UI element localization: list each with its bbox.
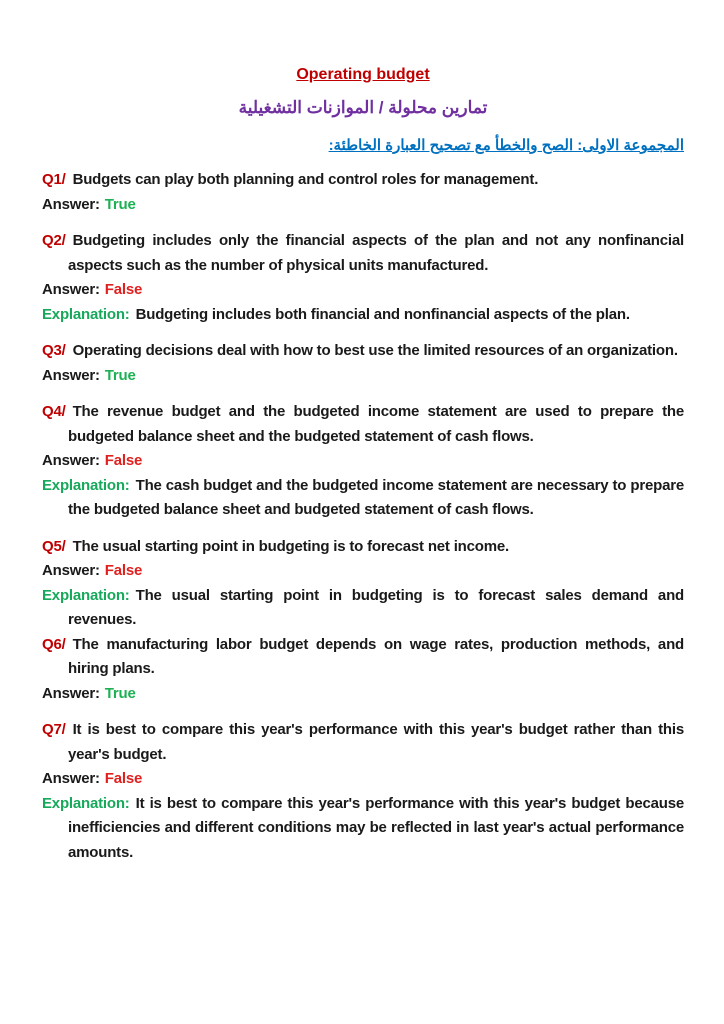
question-number: Q1/ xyxy=(42,171,66,188)
question-block-q4 xyxy=(42,400,684,523)
answer-value: True xyxy=(104,366,136,384)
answer-line xyxy=(42,278,684,303)
answer-value: True xyxy=(104,195,136,213)
explanation-text: The cash budget and the budgeted income statement are necessary to prepare the budgeted balance sheet and budgeted statement of cash flows. xyxy=(68,476,684,518)
explanation-text: It is best to compare this year's performance with this year's budget because inefficiencies and different conditions may be reflected in last year's actual performance amounts. xyxy=(68,794,684,861)
question-body: Operating decisions deal with how to best use the limited resources of an organization. xyxy=(72,342,678,359)
answer-label: Answer: xyxy=(42,770,100,787)
answer-line xyxy=(42,559,684,584)
explanation-line xyxy=(42,584,684,633)
arabic-section-heading: المجموعة الاولى: الصح والخطأ مع تصحيح العبارة الخاطئة: xyxy=(328,137,684,154)
answer-line xyxy=(42,682,684,707)
answer-value: True xyxy=(104,684,136,702)
answer-label: Answer: xyxy=(42,281,100,298)
question-body: The usual starting point in budgeting is to forecast net income. xyxy=(72,537,509,555)
question-text xyxy=(42,400,684,449)
answer-line xyxy=(42,364,684,389)
question-number: Q2/ xyxy=(42,232,66,249)
answer-value: False xyxy=(104,452,143,469)
answer-line xyxy=(42,767,684,792)
question-block-q2 xyxy=(42,229,684,327)
answer-label: Answer: xyxy=(42,452,100,469)
answer-line xyxy=(42,449,684,474)
explanation-line xyxy=(42,792,684,866)
explanation-label: Explanation: xyxy=(42,476,130,494)
explanation-text: Budgeting includes both financial and nonfinancial aspects of the plan. xyxy=(135,305,630,323)
explanation-text: The usual starting point in budgeting is to forecast sales demand and revenues. xyxy=(68,586,684,628)
question-text xyxy=(42,168,684,193)
explanation-label: Explanation: xyxy=(42,305,130,323)
page-title: Operating budget xyxy=(296,66,430,83)
question-block-q3 xyxy=(42,339,684,388)
answer-label: Answer: xyxy=(42,366,100,384)
arabic-subtitle: تمارين محلولة / الموازنات التشغيلية xyxy=(238,98,488,117)
explanation-line xyxy=(42,303,684,328)
explanation-line xyxy=(42,474,684,523)
question-number: Q5/ xyxy=(42,537,66,555)
question-body: The manufacturing labor budget depends on wage rates, production methods, and hiring plans. xyxy=(68,635,684,677)
question-body: The revenue budget and the budgeted income statement are used to prepare the budgeted balance sheet and the budgeted statement of cash flows. xyxy=(68,403,684,445)
answer-value: False xyxy=(104,281,143,298)
answer-label: Answer: xyxy=(42,195,100,213)
question-number: Q6/ xyxy=(42,635,66,653)
explanation-label: Explanation: xyxy=(42,586,130,604)
question-text xyxy=(42,633,684,682)
question-text xyxy=(42,535,684,560)
answer-value: False xyxy=(104,562,143,579)
question-block-q7 xyxy=(42,718,684,865)
question-text xyxy=(42,718,684,767)
explanation-label: Explanation: xyxy=(42,794,130,812)
answer-value: False xyxy=(104,770,143,787)
question-number: Q4/ xyxy=(42,403,66,420)
question-number: Q7/ xyxy=(42,721,66,738)
question-block-q6 xyxy=(42,633,684,707)
question-text xyxy=(42,339,684,364)
question-text xyxy=(42,229,684,278)
question-body: It is best to compare this year's performance with this year's budget rather than this year's budget. xyxy=(68,721,684,763)
question-body: Budgeting includes only the financial aspects of the plan and not any nonfinancial aspects such as the number of physical units manufactured. xyxy=(68,232,684,274)
answer-label: Answer: xyxy=(42,684,100,702)
answer-label: Answer: xyxy=(42,562,100,579)
question-number: Q3/ xyxy=(42,342,66,359)
question-body: Budgets can play both planning and control roles for management. xyxy=(72,171,539,188)
answer-line xyxy=(42,193,684,218)
question-block-q5 xyxy=(42,535,684,633)
question-block-q1 xyxy=(42,168,684,217)
